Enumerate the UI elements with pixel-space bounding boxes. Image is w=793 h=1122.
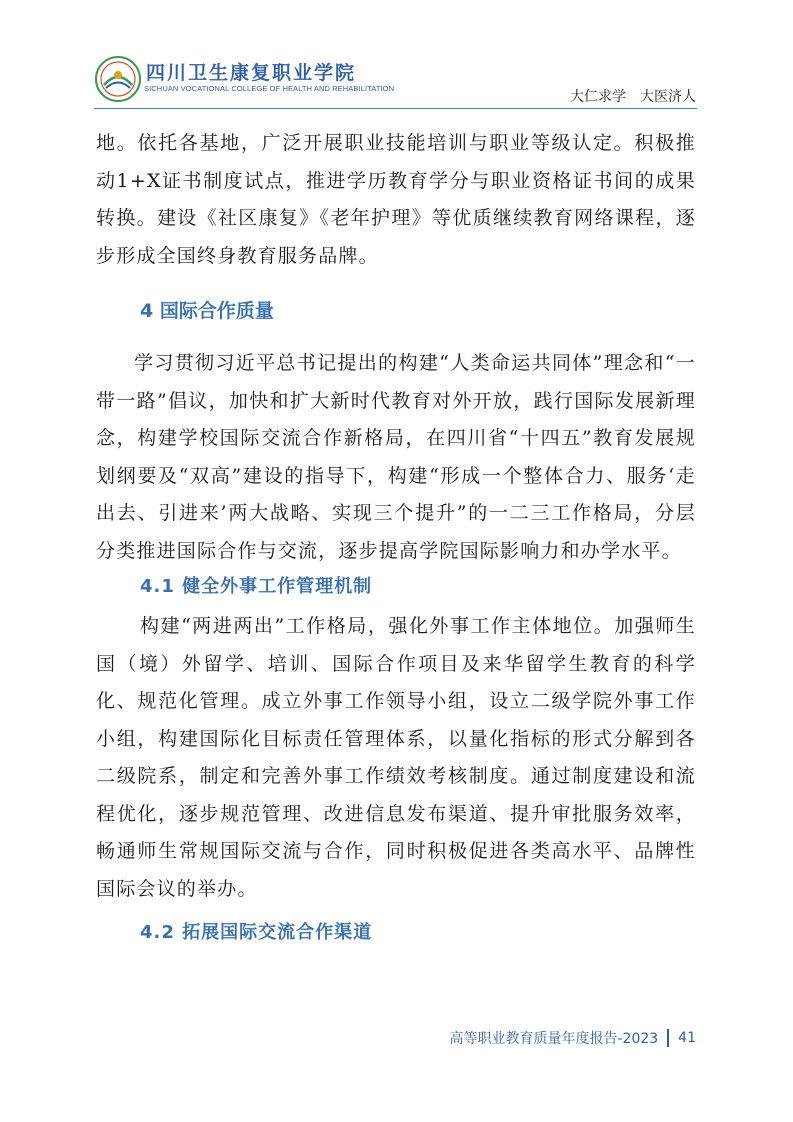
- paragraph-intro-continued: 地。依托各基地，广泛开展职业技能培训与职业等级认定。积极推动1+X证书制度试点，推进学历教育学分与职业资格证书间的成果转换。建设《社区康复》《老年护理》等优质继续教育网络课程，逐步形成全国终身教育服务品牌。: [96, 132, 696, 267]
- page-number: 41: [678, 1030, 696, 1046]
- school-name-cn: 四川卫生康复职业学院: [146, 62, 357, 84]
- school-motto: 大仁求学 大医济人: [570, 89, 696, 105]
- report-title: 高等职业教育质量年度报告-2023: [449, 1031, 659, 1047]
- page-footer: [449, 1028, 696, 1048]
- college-seal-logo: [94, 55, 142, 103]
- section-4-paragraph: 学习贯彻习近平总书记提出的构建“人类命运共同体”理念和“一带一路”倡议，加快和扩大新时代教育对外开放，践行国际发展新理念，构建学校国际交流合作新格局，在四川省“十四五”教育发展规划纲要及“双高”建设的指导下，构建“形成一个整体合力、服务‘走出去、引进来’两大战略、实现三个提升”的一二三工作格局，分层分类推进国际合作与交流，逐步提高学院国际影响力和办学水平。: [96, 352, 696, 562]
- page-header: [0, 0, 793, 115]
- footer-separator: [667, 1029, 669, 1047]
- page-body: [96, 125, 696, 950]
- section-4-2-heading: 4.2 拓展国际交流合作渠道: [140, 922, 373, 943]
- section-4-1-heading: 4.1 健全外事工作管理机制: [140, 576, 373, 597]
- header-divider: [94, 108, 697, 109]
- section-4-1-paragraph: 构建“两进两出”工作格局，强化外事工作主体地位。加强师生国（境）外留学、培训、国际合作项目及来华留学生教育的科学化、规范化管理。成立外事工作领导小组，设立二级学院外事工作小组，构建国际化目标责任管理体系，以量化指标的形式分解到各二级院系，制定和完善外事工作绩效考核制度。通过制度建设和流程优化，逐步规范管理、改进信息发布渠道、提升审批服务效率，畅通师生常规国际交流与合作，同时积极促进各类高水平、品牌性国际会议的举办。: [96, 615, 696, 900]
- section-4-heading: 4 国际合作质量: [140, 300, 274, 322]
- school-name-en: SICHUAN VOCATIONAL COLLEGE OF HEALTH AND REHABILITATION: [144, 84, 395, 93]
